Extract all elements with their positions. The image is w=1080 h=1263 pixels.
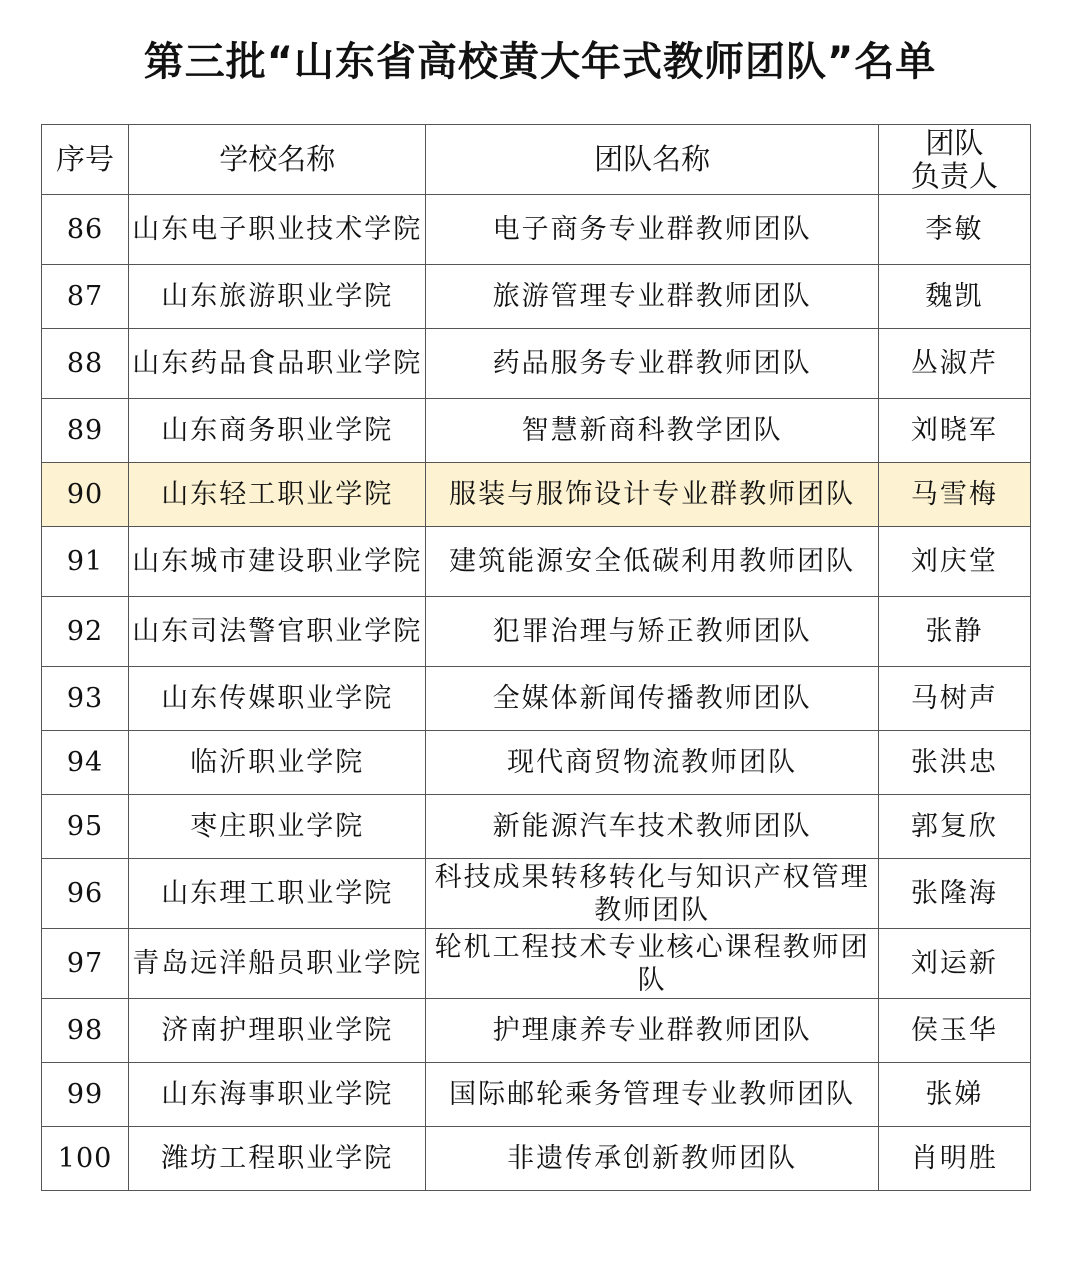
cell-leader: 马树声 [878,667,1030,731]
table-row [42,795,1031,859]
cell-school: 山东海事职业学院 [129,1063,426,1127]
table-row [42,731,1031,795]
cell-leader: 刘庆堂 [878,527,1030,597]
cell-index: 96 [42,859,129,929]
cell-index: 90 [42,463,129,527]
table-row [42,859,1031,929]
cell-leader: 张隆海 [878,859,1030,929]
cell-team: 轮机工程技术专业核心课程教师团队 [426,929,878,999]
cell-team: 药品服务专业群教师团队 [426,329,878,399]
cell-team: 智慧新商科教学团队 [426,399,878,463]
cell-school: 临沂职业学院 [129,731,426,795]
cell-team: 护理康养专业群教师团队 [426,999,878,1063]
cell-school: 枣庄职业学院 [129,795,426,859]
table-header-row [42,125,1031,195]
cell-school: 山东理工职业学院 [129,859,426,929]
table-row [42,1127,1031,1191]
cell-leader: 李敏 [878,195,1030,265]
cell-leader: 张娣 [878,1063,1030,1127]
cell-school: 山东药品食品职业学院 [129,329,426,399]
page-title: 第三批“山东省高校黄大年式教师团队”名单 [143,39,937,85]
cell-index: 95 [42,795,129,859]
cell-school: 山东传媒职业学院 [129,667,426,731]
cell-team: 犯罪治理与矫正教师团队 [426,597,878,667]
table-row [42,667,1031,731]
cell-leader: 丛淑芹 [878,329,1030,399]
table-row [42,1063,1031,1127]
cell-index: 100 [42,1127,129,1191]
header-leader-line1: 团队 [925,125,984,160]
cell-team: 服装与服饰设计专业群教师团队 [426,463,878,527]
cell-index: 93 [42,667,129,731]
cell-school: 青岛远洋船员职业学院 [129,929,426,999]
table-row-highlighted [42,463,1031,527]
cell-school: 山东城市建设职业学院 [129,527,426,597]
table-row [42,929,1031,999]
cell-index: 89 [42,399,129,463]
table-row [42,329,1031,399]
cell-school: 山东轻工职业学院 [129,463,426,527]
cell-index: 98 [42,999,129,1063]
table-row [42,527,1031,597]
cell-leader: 马雪梅 [878,463,1030,527]
cell-school: 山东旅游职业学院 [129,265,426,329]
header-team: 团队名称 [426,125,878,195]
cell-index: 99 [42,1063,129,1127]
cell-leader: 刘晓军 [878,399,1030,463]
cell-index: 97 [42,929,129,999]
cell-school: 济南护理职业学院 [129,999,426,1063]
cell-team: 科技成果转移转化与知识产权管理教师团队 [426,859,878,929]
header-leader-line2: 负责人 [910,158,998,193]
cell-team: 新能源汽车技术教师团队 [426,795,878,859]
cell-index: 87 [42,265,129,329]
cell-school: 潍坊工程职业学院 [129,1127,426,1191]
table-row [42,195,1031,265]
table-row [42,399,1031,463]
header-leader [878,125,1030,195]
cell-team: 电子商务专业群教师团队 [426,195,878,265]
table-row [42,597,1031,667]
cell-leader: 魏凯 [878,265,1030,329]
cell-index: 91 [42,527,129,597]
team-list-table [41,124,1031,1191]
header-school: 学校名称 [129,125,426,195]
table-row [42,999,1031,1063]
cell-school: 山东司法警官职业学院 [129,597,426,667]
cell-school: 山东商务职业学院 [129,399,426,463]
cell-index: 94 [42,731,129,795]
cell-index: 92 [42,597,129,667]
cell-index: 86 [42,195,129,265]
header-index: 序号 [42,125,129,195]
cell-leader: 郭复欣 [878,795,1030,859]
cell-team: 全媒体新闻传播教师团队 [426,667,878,731]
cell-team: 建筑能源安全低碳利用教师团队 [426,527,878,597]
table-row [42,265,1031,329]
cell-school: 山东电子职业技术学院 [129,195,426,265]
cell-team: 现代商贸物流教师团队 [426,731,878,795]
cell-index: 88 [42,329,129,399]
cell-leader: 肖明胜 [878,1127,1030,1191]
cell-team: 非遗传承创新教师团队 [426,1127,878,1191]
cell-team: 国际邮轮乘务管理专业教师团队 [426,1063,878,1127]
cell-team: 旅游管理专业群教师团队 [426,265,878,329]
cell-leader: 张静 [878,597,1030,667]
cell-leader: 张洪忠 [878,731,1030,795]
cell-leader: 侯玉华 [878,999,1030,1063]
cell-leader: 刘运新 [878,929,1030,999]
